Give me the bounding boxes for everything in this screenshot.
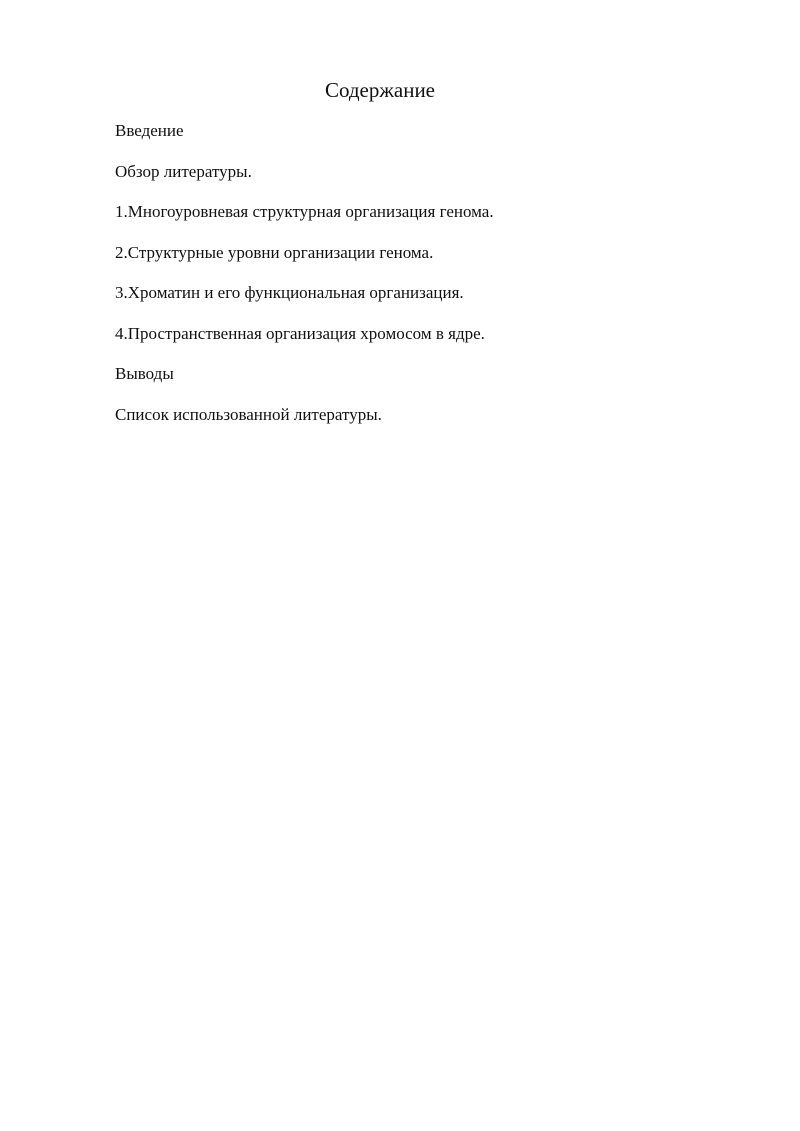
toc-item-section-3: 3.Хроматин и его функциональная организация. [115,283,464,302]
toc-item-section-1: 1.Многоуровневая структурная организация генома. [115,202,494,221]
page-title: Содержание [324,78,436,102]
toc-item-section-4: 4.Пространственная организация хромосом в ядре. [115,323,485,343]
toc-item-section-2: 2.Структурные уровни организации генома. [115,242,434,262]
toc-item-references: Список использованной литературы. [115,404,382,424]
toc-item-conclusions: Выводы [115,364,174,383]
table-of-contents [115,120,494,444]
toc-item-literature-review: Обзор литературы. [115,161,252,181]
toc-item-introduction: Введение [115,121,184,140]
